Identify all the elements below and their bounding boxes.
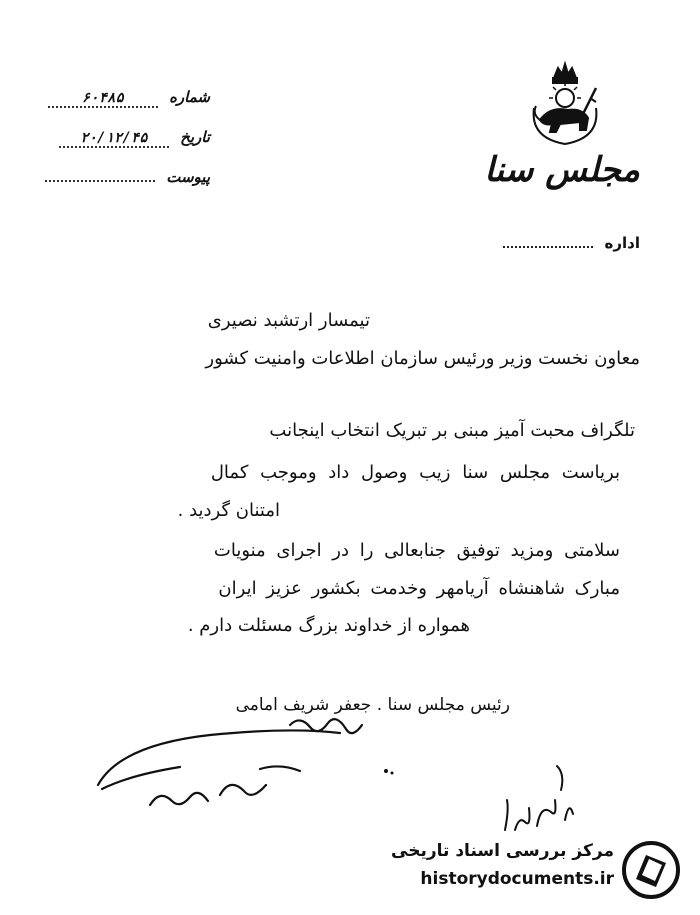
body-line: امتنان گردید . [177, 500, 280, 521]
department-dotted-line [503, 246, 593, 248]
reference-attachment-label: پیوست [166, 168, 210, 186]
handwritten-margin-note-icon [495, 760, 585, 840]
organization-name: مجلس سنا [484, 150, 640, 190]
reference-number-row [48, 88, 210, 108]
watermark-url: historydocuments.ir [420, 869, 614, 889]
handwritten-signature-icon [90, 705, 410, 820]
addressee-title: معاون نخست وزیر ورئیس سازمان اطلاعات وامنیت کشور [205, 348, 640, 369]
body-line: سلامتی ومزید توفیق جنابعالی را در اجرای منویات [213, 540, 620, 561]
reference-attachment-row [45, 168, 210, 186]
archive-watermark [380, 839, 680, 901]
lion-and-sun-emblem-icon [520, 58, 610, 148]
reference-date-row [59, 128, 210, 148]
reference-date-label: تاریخ [180, 128, 210, 146]
signature-name-line: رئیس مجلس سنا . جعفر شریف امامی [235, 695, 510, 715]
department-field [503, 234, 640, 252]
body-line: مبارک شاهنشاه آریامهر وخدمت بکشور عزیز ایران [218, 578, 620, 599]
reference-number-value: ۶۰۴۸۵ [48, 90, 158, 108]
body-line: تلگراف محبت آمیز مبنی بر تبریک انتخاب اینجانب [269, 420, 635, 441]
department-label: اداره [604, 234, 640, 252]
archive-logo-icon [622, 841, 680, 899]
addressee-name: تیمسار ارتشبد نصیری [207, 310, 370, 331]
reference-date-value: ۲۰/۱۲/۴۵ [59, 130, 169, 148]
watermark-title: مرکز بررسی اسناد تاریخی [391, 841, 614, 861]
reference-attachment-value [45, 180, 155, 182]
body-line: همواره از خداوند بزرگ مسئلت دارم . [187, 615, 470, 636]
reference-number-label: شماره [169, 88, 210, 106]
body-line: بریاست مجلس سنا زیب وصول داد وموجب کمال [210, 462, 620, 483]
